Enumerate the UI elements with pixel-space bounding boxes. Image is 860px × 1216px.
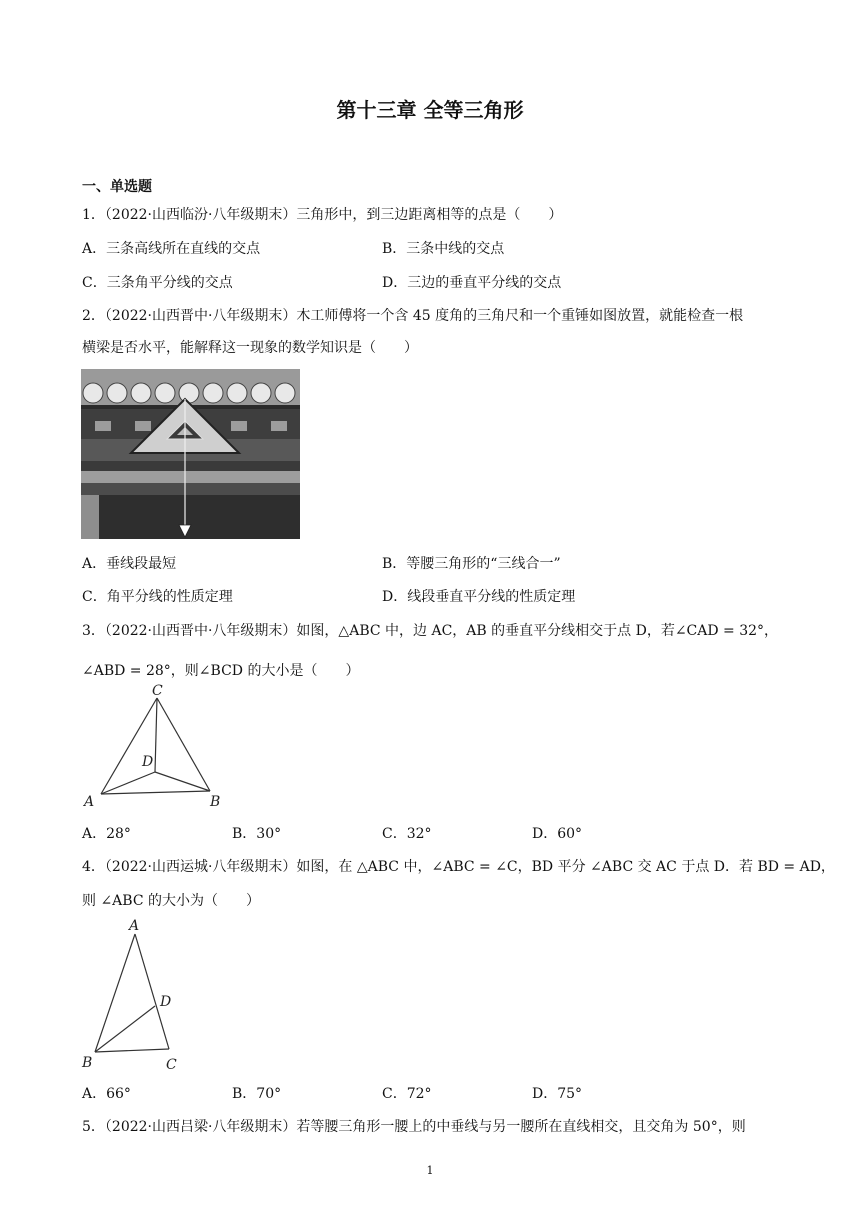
question-3-option-a: A．28° (82, 826, 131, 842)
question-4-option-a: A．66° (82, 1086, 131, 1102)
beam-photo-figure (81, 369, 300, 539)
question-5-stem-line1: 5．（2022·山西吕梁·八年级期末）若等腰三角形一腰上的中垂线与另一腰所在直线相交，且交角为 50°，则 (82, 1119, 746, 1135)
question-4-stem-line2: 则 ∠ABC 的大小为（ ） (82, 893, 261, 909)
question-4-option-c: C．72° (382, 1086, 432, 1102)
page-title: 第十三章 全等三角形 (336, 98, 524, 122)
label-b: B (210, 794, 221, 810)
question-3-stem-line1: 3．（2022·山西晋中·八年级期末）如图，△ABC 中，边 AC，AB 的垂直平分线相交于点 D，若∠CAD = 32°， (82, 623, 779, 639)
label-a: A (84, 794, 95, 810)
question-1-option-b: B．三条中线的交点 (382, 241, 505, 257)
question-4-stem-line1: 4．（2022·山西运城·八年级期末）如图，在 △ABC 中，∠ABC = ∠C，BD 平分 ∠ABC 交 AC 于点 D．若 BD = AD， (82, 859, 835, 875)
question-3-option-b: B．30° (232, 826, 282, 842)
question-2-stem-line1: 2．（2022·山西晋中·八年级期末）木工师傅将一个含 45 度角的三角尺和一个重锤如图放置，就能检查一根 (82, 308, 744, 324)
question-1-stem: 1．（2022·山西临汾·八年级期末）三角形中，到三边距离相等的点是（ ） (82, 207, 563, 223)
label-c: C (166, 1057, 177, 1073)
triangle-figure-q4 (80, 914, 190, 1074)
question-3-stem-line2: ∠ABD = 28°，则∠BCD 的大小是（ ） (82, 663, 360, 679)
section-heading: 一、单选题 (82, 179, 152, 195)
label-d: D (160, 994, 172, 1010)
question-1-option-a: A．三条高线所在直线的交点 (82, 241, 261, 257)
question-1-option-d: D．三边的垂直平分线的交点 (382, 275, 562, 291)
page-number: 1 (426, 1164, 434, 1177)
question-1-option-c: C．三条角平分线的交点 (82, 275, 233, 291)
question-2-option-d: D．线段垂直平分线的性质定理 (382, 589, 576, 605)
triangle-figure-q3 (80, 684, 230, 812)
label-c: C (152, 684, 163, 699)
question-2-stem-line2: 横梁是否水平，能解释这一现象的数学知识是（ ） (82, 340, 418, 356)
label-b: B (82, 1055, 93, 1071)
question-3-option-c: C．32° (382, 826, 432, 842)
question-3-option-d: D．60° (532, 826, 583, 842)
label-a: A (129, 918, 140, 934)
question-2-option-c: C．角平分线的性质定理 (82, 589, 233, 605)
question-2-option-a: A．垂线段最短 (82, 556, 177, 572)
label-d: D (142, 754, 154, 770)
question-4-option-b: B．70° (232, 1086, 282, 1102)
question-2-option-b: B．等腰三角形的“三线合一” (382, 556, 561, 572)
question-4-option-d: D．75° (532, 1086, 583, 1102)
